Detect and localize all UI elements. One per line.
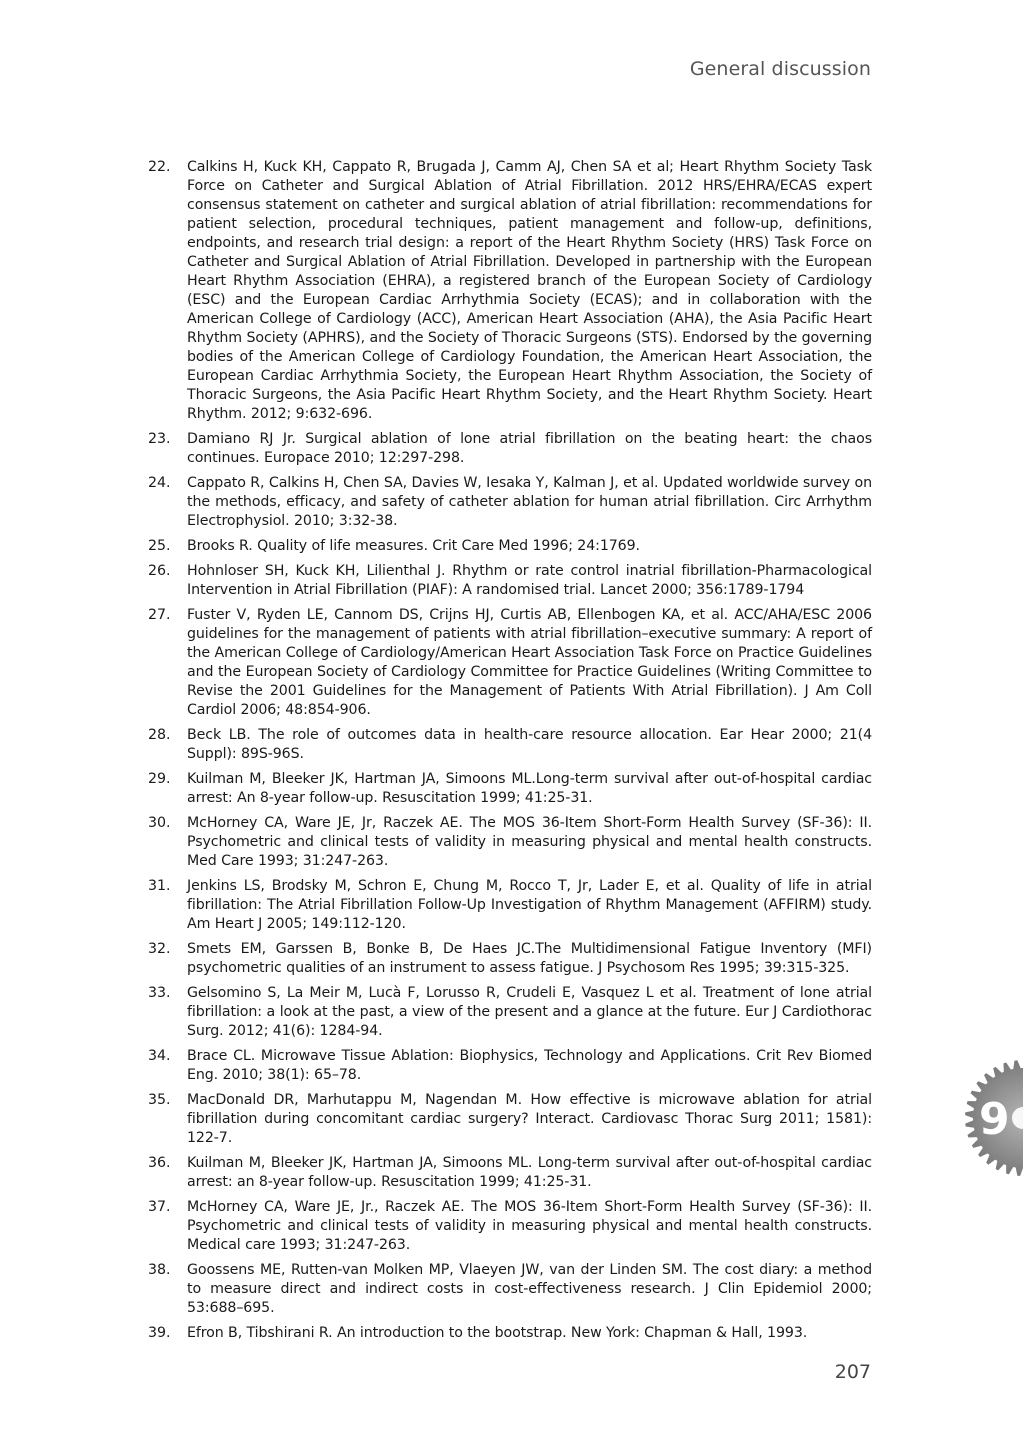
reference-text: McHorney CA, Ware JE, Jr, Raczek AE. The MOS 36-Item Short-Form Health Survey (SF-36): II. Psychometric and clinical tests of validity in measuring physical and mental health constructs. Med Care 1993; 31:247-263.	[187, 815, 872, 869]
reference-number: 26.	[148, 563, 171, 579]
reference-text: Jenkins LS, Brodsky M, Schron E, Chung M, Rocco T, Jr, Lader E, et al. Quality of life in atrial fibrillation: The Atrial Fibrillation Follow-Up Investigation of Rhythm Management (AFFIRM) study. Am Heart J 2005; 149:112-120.	[187, 878, 872, 932]
reference-item	[148, 606, 872, 720]
reference-text: Goossens ME, Rutten-van Molken MP, Vlaeyen JW, van der Linden SM. The cost diary: a method to measure direct and indirect costs in cost-effectiveness research. J Clin Epidemiol 2000; 53:688–695.	[187, 1262, 872, 1316]
gear-icon	[961, 1058, 1023, 1178]
reference-text: Hohnloser SH, Kuck KH, Lilienthal J. Rhythm or rate control inatrial fibrillation-Pharmacological Intervention in Atrial Fibrillation (PIAF): A randomised trial. Lancet 2000; 356:1789-1794	[187, 563, 872, 598]
reference-item	[148, 940, 872, 978]
reference-item	[148, 1047, 872, 1085]
reference-number: 25.	[148, 538, 171, 554]
reference-number: 22.	[148, 159, 171, 175]
reference-number: 34.	[148, 1048, 171, 1064]
reference-number: 33.	[148, 985, 171, 1001]
reference-text: Brooks R. Quality of life measures. Crit Care Med 1996; 24:1769.	[187, 538, 640, 554]
reference-number: 39.	[148, 1325, 171, 1341]
reference-number: 36.	[148, 1155, 171, 1171]
reference-number: 23.	[148, 431, 171, 447]
reference-item	[148, 430, 872, 468]
reference-text: Cappato R, Calkins H, Chen SA, Davies W, Iesaka Y, Kalman J, et al. Updated worldwide survey on the methods, efficacy, and safety of catheter ablation for human atrial fibrillation. Circ Arrhythm Electrophysiol. 2010; 3:32-38.	[187, 475, 872, 529]
reference-item	[148, 474, 872, 531]
reference-item	[148, 1091, 872, 1148]
reference-text: McHorney CA, Ware JE, Jr., Raczek AE. The MOS 36-Item Short-Form Health Survey (SF-36): II. Psychometric and clinical tests of validity in measuring physical and mental health constructs. Medical care 1993; 31:247-263.	[187, 1199, 872, 1253]
reference-text: Damiano RJ Jr. Surgical ablation of lone atrial fibrillation on the beating heart: the chaos continues. Europace 2010; 12:297-298.	[187, 431, 872, 466]
reference-item	[148, 562, 872, 600]
reference-number: 38.	[148, 1262, 171, 1278]
reference-number: 29.	[148, 771, 171, 787]
reference-text: Efron B, Tibshirani R. An introduction to the bootstrap. New York: Chapman & Hall, 1993.	[187, 1325, 808, 1341]
reference-number: 31.	[148, 878, 171, 894]
reference-number: 24.	[148, 475, 171, 491]
reference-item	[148, 814, 872, 871]
reference-item	[148, 984, 872, 1041]
reference-item	[148, 770, 872, 808]
reference-number: 30.	[148, 815, 171, 831]
reference-item	[148, 1261, 872, 1318]
reference-item	[148, 1198, 872, 1255]
page-number: 207	[834, 1361, 871, 1383]
reference-number: 28.	[148, 727, 171, 743]
reference-text: Calkins H, Kuck KH, Cappato R, Brugada J, Camm AJ, Chen SA et al; Heart Rhythm Society Task Force on Catheter and Surgical Ablation of Atrial Fibrillation. 2012 HRS/EHRA/ECAS expert consensus statement on catheter and surgical ablation of atrial fibrillation: recommendations for patient selection, procedural techniques, patient management and follow-up, definitions, endpoints, and research trial design: a report of the Heart Rhythm Society (HRS) Task Force on Catheter and Surgical Ablation of Atrial Fibrillation. Developed in partnership with the European Heart Rhythm Association (EHRA), a registered branch of the European Society of Cardiology (ESC) and the European Cardiac Arrhythmia Society (ECAS); and in collaboration with the American College of Cardiology (ACC), American Heart Association (AHA), the Asia Pacific Heart Rhythm Society (APHRS), and the Society of Thoracic Surgeons (STS). Endorsed by the governing bodies of the American College of Cardiology Foundation, the American Heart Association, the European Cardiac Arrhythmia Society, the European Heart Rhythm Association, the Society of Thoracic Surgeons, the Asia Pacific Heart Rhythm Society, and the Heart Rhythm Society. Heart Rhythm. 2012; 9:632-696.	[187, 159, 872, 422]
reference-item	[148, 1324, 872, 1343]
reference-text: Smets EM, Garssen B, Bonke B, De Haes JC.The Multidimensional Fatigue Inventory (MFI) psychometric qualities of an instrument to assess fatigue. J Psychosom Res 1995; 39:315-325.	[187, 941, 872, 976]
reference-number: 27.	[148, 607, 171, 623]
chapter-number: 9	[979, 1094, 1010, 1145]
reference-number: 37.	[148, 1199, 171, 1215]
chapter-tab	[961, 1058, 1023, 1178]
reference-text: Kuilman M, Bleeker JK, Hartman JA, Simoons ML. Long-term survival after out-of-hospital cardiac arrest: an 8-year follow-up. Resuscitation 1999; 41:25-31.	[187, 1155, 872, 1190]
reference-text: Kuilman M, Bleeker JK, Hartman JA, Simoons ML.Long-term survival after out-of-hospital cardiac arrest: An 8-year follow-up. Resuscitation 1999; 41:25-31.	[187, 771, 872, 806]
reference-number: 35.	[148, 1092, 171, 1108]
reference-item	[148, 158, 872, 424]
reference-number: 32.	[148, 941, 171, 957]
reference-item	[148, 537, 872, 556]
reference-text: Brace CL. Microwave Tissue Ablation: Biophysics, Technology and Applications. Crit Rev Biomed Eng. 2010; 38(1): 65–78.	[187, 1048, 872, 1083]
reference-item	[148, 726, 872, 764]
reference-text: MacDonald DR, Marhutappu M, Nagendan M. How effective is microwave ablation for atrial fibrillation during concomitant cardiac surgery? Interact. Cardiovasc Thorac Surg 2011; 1581): 122-7.	[187, 1092, 872, 1146]
reference-text: Fuster V, Ryden LE, Cannom DS, Crijns HJ, Curtis AB, Ellenbogen KA, et al. ACC/AHA/ESC 2006 guidelines for the management of patients with atrial fibrillation–executive summary: A report of the American College of Cardiology/American Heart Association Task Force on Practice Guidelines and the European Society of Cardiology Committee for Practice Guidelines (Writing Committee to Revise the 2001 Guidelines for the Management of Patients With Atrial Fibrillation). J Am Coll Cardiol 2006; 48:854-906.	[187, 607, 872, 718]
running-header: General discussion	[689, 58, 871, 80]
reference-item	[148, 1154, 872, 1192]
reference-list	[148, 158, 872, 1349]
reference-text: Beck LB. The role of outcomes data in health-care resource allocation. Ear Hear 2000; 21(4 Suppl): 89S-96S.	[187, 727, 872, 762]
reference-text: Gelsomino S, La Meir M, Lucà F, Lorusso R, Crudeli E, Vasquez L et al. Treatment of lone atrial fibrillation: a look at the past, a view of the present and a glance at the future. Eur J Cardiothorac Surg. 2012; 41(6): 1284-94.	[187, 985, 872, 1039]
reference-item	[148, 877, 872, 934]
